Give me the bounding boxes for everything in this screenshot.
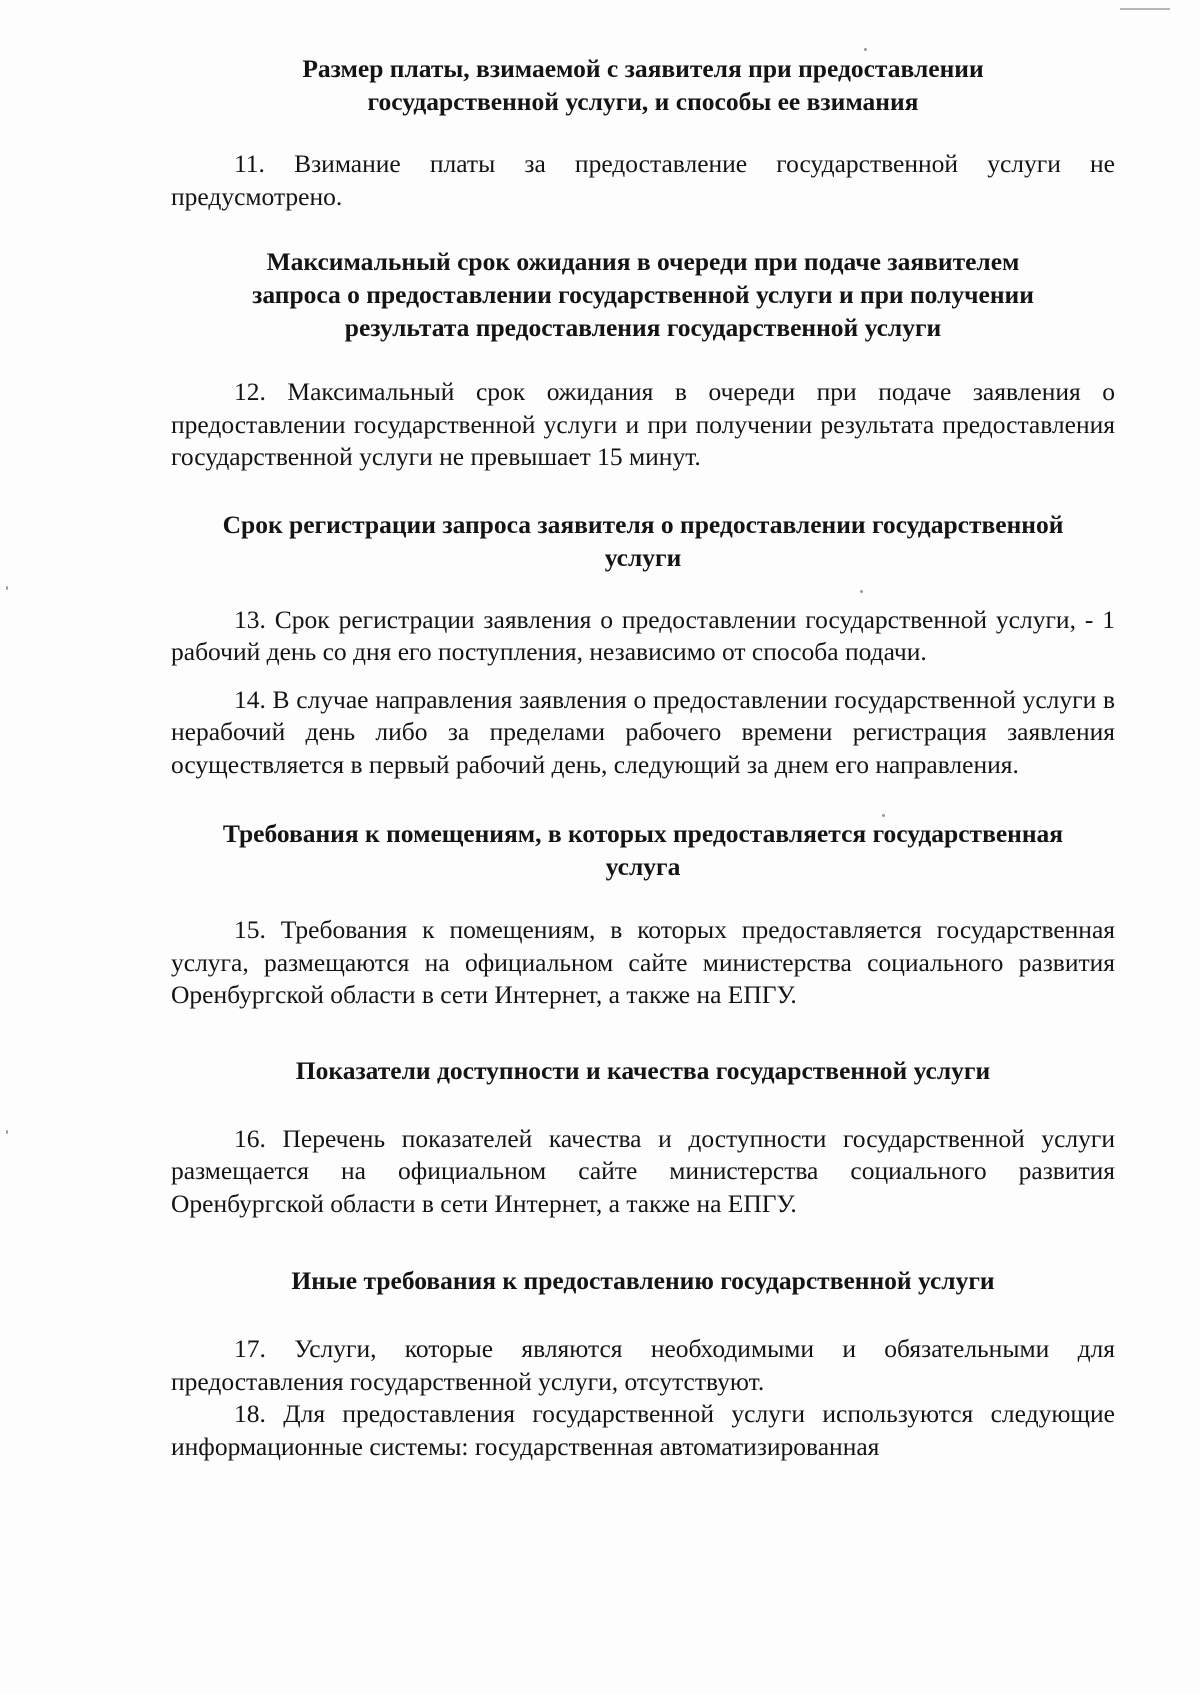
- heading-line: Срок регистрации запроса заявителя о предоставлении государственной: [222, 509, 1064, 539]
- paragraph-11: 11. Взимание платы за предоставление государственной услуги не предусмотрено.: [171, 149, 1115, 211]
- section-heading: [171, 1264, 1115, 1297]
- section-heading: [171, 245, 1115, 344]
- heading-line: Требования к помещениям, в которых предоставляется государственная: [222, 819, 1064, 848]
- paragraph-16: 16. Перечень показателей качества и доступности государственной услуги размещается на официальном сайте министерства социального развития Оренбургской области в сети Интернет, а также на ЕПГУ.: [171, 1123, 1115, 1218]
- scan-speck: [6, 1130, 8, 1134]
- scan-dash: [1120, 8, 1170, 10]
- paragraph-13: 13. Срок регистрации заявления о предоставлении государственной услуги, - 1 рабочий день со дня его поступления, независимо от способа подачи.: [171, 604, 1115, 666]
- section-fee: [171, 52, 1115, 213]
- document-body: [171, 52, 1115, 1463]
- paragraph-18: 18. Для предоставления государственной услуги используются следующие информационные системы: государственная автоматизированная: [171, 1399, 1115, 1461]
- paragraph-12: 12. Максимальный срок ожидания в очереди при подаче заявления о предоставлении государственной услуги и при получении результата предоставления государственной услуги не превышает 15 минут.: [171, 377, 1115, 471]
- section-quality-indicators: [171, 1054, 1115, 1221]
- section-registration: [171, 508, 1115, 782]
- paragraph-17: 17. Услуги, которые являются необходимыми и обязательными для предоставления государственной услуги, отсутствуют.: [171, 1334, 1115, 1396]
- section-other-requirements: [171, 1264, 1115, 1463]
- heading-line: запроса о предоставлении государственной услуги и при получении: [252, 280, 1034, 309]
- heading-line: Показатели доступности и качества государственной услуги: [295, 1055, 991, 1085]
- heading-line: услуги: [604, 542, 682, 572]
- section-heading: [171, 1054, 1115, 1087]
- paragraph-15: 15. Требования к помещениям, в которых предоставляется государственная услуга, размещаются на официальном сайте министерства социального развития Оренбургской области в сети Интернет, а также на ЕПГУ.: [171, 915, 1115, 1009]
- section-heading: [171, 52, 1115, 118]
- heading-line: Максимальный срок ожидания в очереди при подаче заявителем: [266, 247, 1020, 276]
- heading-line: результата предоставления государственной услуги: [344, 313, 942, 342]
- heading-line: государственной услуги, и способы ее взимания: [367, 87, 919, 116]
- section-queue-time: [171, 245, 1115, 474]
- heading-line: Размер платы, взимаемой с заявителя при предоставлении: [302, 54, 984, 83]
- heading-line: услуга: [605, 852, 681, 881]
- paragraph-14: 14. В случае направления заявления о предоставлении государственной услуги в нерабочий день либо за пределами рабочего времени регистрация заявления осуществляется в первый рабочий день, следующий за днем его направления.: [171, 684, 1115, 779]
- scan-speck: [864, 48, 867, 51]
- scan-speck: [6, 586, 8, 590]
- section-heading: [171, 508, 1115, 574]
- section-heading: [171, 817, 1115, 883]
- heading-line: Иные требования к предоставлению государственной услуги: [291, 1266, 995, 1295]
- section-premises: [171, 817, 1115, 1012]
